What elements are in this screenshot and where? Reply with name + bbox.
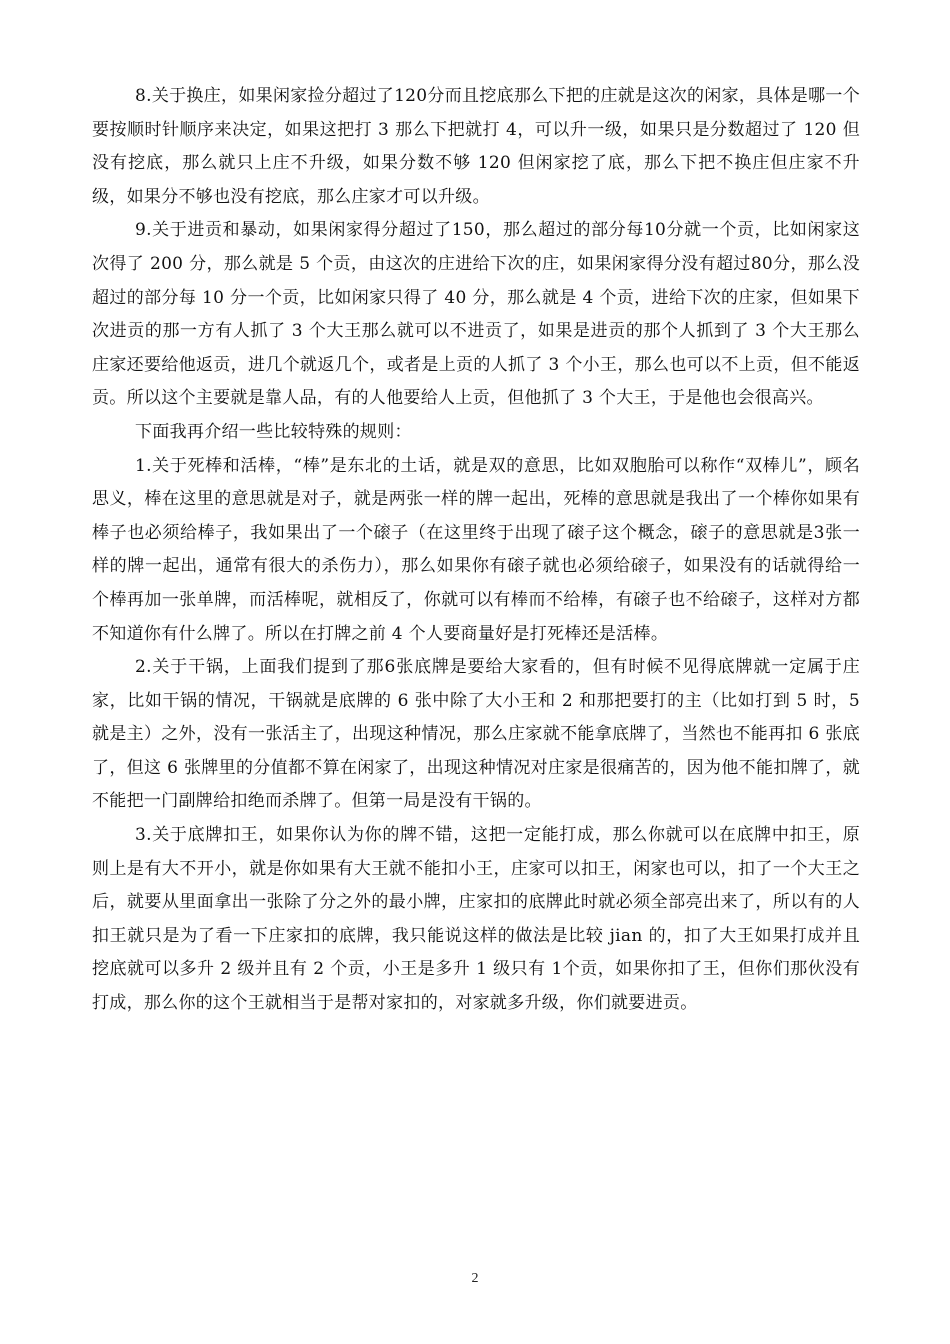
paragraph-rule-9-tribute: 9.关于进贡和暴动，如果闲家得分超过了150，那么超过的部分每10分就一个贡，比如闲家这次得了 200 分，那么就是 5 个贡，由这次的庄进给下次的庄，如果闲家得分没有超过80分，那么没超过的部分每 10 分一个贡，比如闲家只得了 40 分，那么就是 4 个贡，进给下次的庄家，但如果下次进贡的那一方有人抓了 3 个大王那么就可以不进贡了，如果是进贡的那个人抓到了 3 个大王那么庄家还要给他返贡，进几个就返几个，或者是上贡的人抓了 3 个小王，那么也可以不上贡，但不能返贡。所以这个主要就是靠人品，有的人他要给人上贡，但他抓了 3 个大王，于是他也会很高兴。 [92,220,860,409]
paragraph-special-rule-2-dry-pot: 2.关于干锅，上面我们提到了那6张底牌是要给大家看的，但有时候不见得底牌就一定属于庄家，比如干锅的情况，干锅就是底牌的 6 张中除了大小王和 2 和那把要打的主（比如打到 5 时，5 就是主）之外，没有一张活主了，出现这种情况，那么庄家就不能拿底牌了，当然也不能再扣 6 张底了，但这 6 张牌里的分值都不算在闲家了，出现这种情况对庄家是很痛苦的，因为他不能扣牌了，就不能把一门副牌给扣绝而杀牌了。但第一局是没有干锅的。 [92,657,860,812]
paragraph-special-rules-intro: 下面我再介绍一些比较特殊的规则： [135,421,412,442]
paragraph-special-rule-1-pairs: 1.关于死棒和活棒，“棒”是东北的土话，就是双的意思，比如双胞胎可以称作“双棒儿”，顾名思义，棒在这里的意思就是对子，就是两张一样的牌一起出，死棒的意思就是我出了一个棒你如果有棒子也必须给棒子，我如果出了一个磙子（在这里终于出现了磙子这个概念，磙子的意思就是3张一样的牌一起出，通常有很大的杀伤力），那么如果你有磙子就也必须给磙子，如果没有的话就得给一个棒再加一张单牌，而活棒呢，就相反了，你就可以有棒而不给棒，有磙子也不给磙子，这样对方都不知道你有什么牌了。所以在打牌之前 4 个人要商量好是打死棒还是活棒。 [92,455,860,644]
page-number: 2 [471,1271,479,1286]
document-body [92,80,860,1021]
paragraph-rule-8-dealer-change: 8.关于换庄，如果闲家捡分超过了120分而且挖底那么下把的庄就是这次的闲家，具体是哪一个要按顺时针顺序来决定，如果这把打 3 那么下把就打 4，可以升一级，如果只是分数超过了 120 但没有挖底，那么就只上庄不升级，如果分数不够 120 但闲家挖了底，那么下把不换庄但庄家不升级，如果分不够也没有挖底，那么庄家才可以升级。 [92,86,860,207]
paragraph-special-rule-3-bury-joker: 3.关于底牌扣王，如果你认为你的牌不错，这把一定能打成，那么你就可以在底牌中扣王，原则上是有大不开小，就是你如果有大王就不能扣小王，庄家可以扣王，闲家也可以，扣了一个大王之后，就要从里面拿出一张除了分之外的最小牌，庄家扣的底牌此时就必须全部亮出来了，所以有的人扣王就只是为了看一下庄家扣的底牌，我只能说这样的做法是比较 jian 的，扣了大王如果打成并且挖底就可以多升 2 级并且有 2 个贡，小王是多升 1 级只有 1个贡，如果你扣了王，但你们那伙没有打成，那么你的这个王就相当于是帮对家扣的，对家就多升级，你们就要进贡。 [92,825,860,1014]
